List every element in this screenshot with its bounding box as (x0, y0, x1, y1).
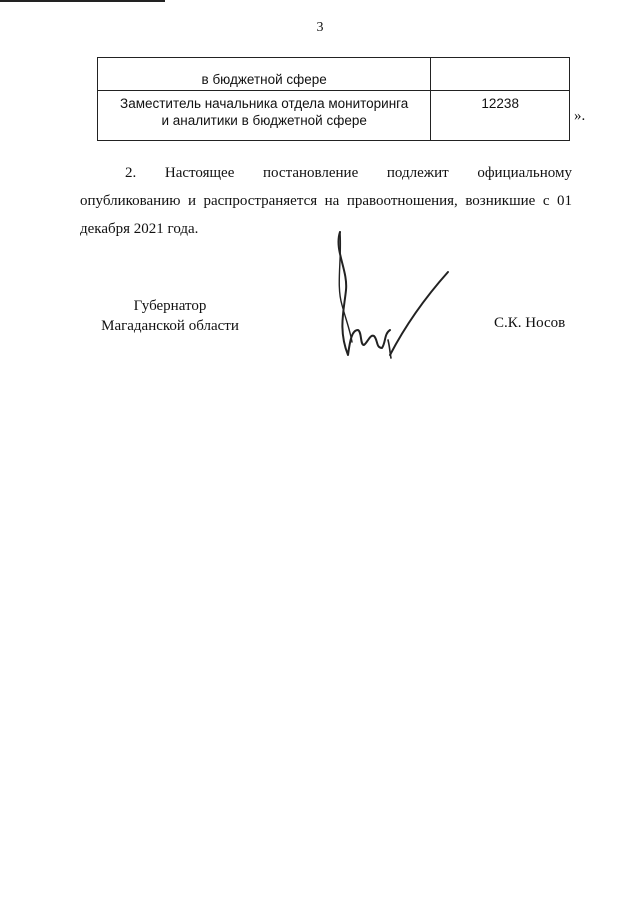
table-row (98, 91, 570, 141)
position-name-cell: в бюджетной сфере (98, 58, 431, 91)
value-cell (431, 58, 570, 91)
resolution-paragraph: 2. Настоящее постановление подлежит официальному опубликованию и распространяется на правоотношения, возникшие с 01 декабря 2021 года. (80, 165, 572, 237)
signatory-title-line: Губернатор (133, 298, 207, 314)
position-name-line: Заместитель начальника отдела мониторинга (120, 96, 409, 111)
closing-quote: ». (574, 108, 586, 124)
position-name-cell (98, 91, 431, 141)
top-rule (0, 0, 165, 2)
handwritten-signature-icon (328, 230, 458, 365)
staff-table (97, 57, 570, 141)
value-cell: 12238 (431, 91, 570, 141)
table-row (98, 58, 570, 91)
signer-name: С.К. Носов (494, 315, 566, 331)
page-number: 3 (316, 20, 324, 35)
position-name-line: и аналитики в бюджетной сфере (161, 113, 367, 128)
signatory-title-line: Магаданской области (101, 318, 239, 334)
signatory-title (95, 296, 245, 336)
